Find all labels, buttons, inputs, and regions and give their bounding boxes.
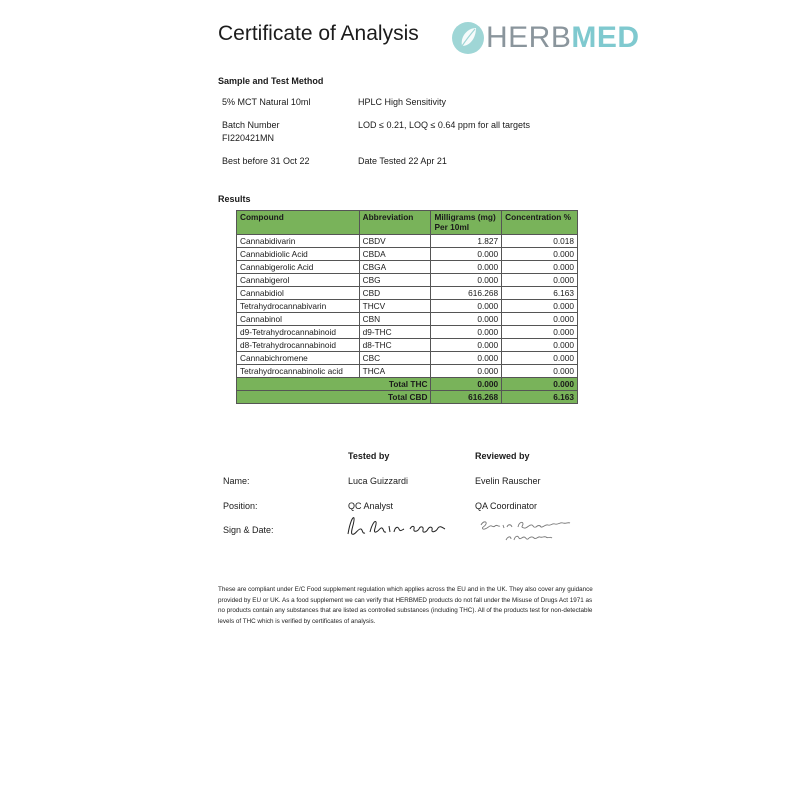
mg-cell: 0.000 bbox=[431, 274, 502, 287]
mg-cell: 1.827 bbox=[431, 235, 502, 248]
disclaimer-text: These are compliant under E/C Food supplement regulation which applies across the EU and in the UK. They also cover any guidance provided by EU or UK. As a food supplement we can verify that HERBMED products do not fall under the Misuse of Drugs Act 1971 as no products contain any substances that are listed as controlled substances (including THC). All of the products test for non-detectable levels of THC which is verified by certificates of analysis. bbox=[218, 586, 593, 625]
compound-cell: Cannabichromene bbox=[237, 352, 360, 365]
abbr-cell: THCV bbox=[359, 300, 431, 313]
results-heading: Results bbox=[218, 194, 251, 204]
total-label: Total THC bbox=[237, 378, 431, 391]
mg-cell: 0.000 bbox=[431, 313, 502, 326]
table-row bbox=[237, 287, 578, 300]
pct-cell: 6.163 bbox=[502, 391, 578, 404]
table-row bbox=[237, 365, 578, 378]
pct-cell: 0.000 bbox=[502, 326, 578, 339]
mg-cell: 0.000 bbox=[431, 365, 502, 378]
logo-text: HERBMED bbox=[486, 21, 640, 54]
pct-cell: 0.000 bbox=[502, 248, 578, 261]
mg-cell: 0.000 bbox=[431, 248, 502, 261]
tester-position: QC Analyst bbox=[348, 501, 394, 511]
table-row bbox=[237, 248, 578, 261]
pct-cell: 0.000 bbox=[502, 261, 578, 274]
batch-label: Batch Number bbox=[222, 120, 280, 130]
mg-cell: 616.268 bbox=[431, 287, 502, 300]
abbr-cell: CBN bbox=[359, 313, 431, 326]
mg-cell: 616.268 bbox=[431, 391, 502, 404]
pct-cell: 0.000 bbox=[502, 378, 578, 391]
table-row bbox=[237, 352, 578, 365]
reviewer-position: QA Coordinator bbox=[475, 501, 538, 511]
table-header-row bbox=[237, 211, 578, 235]
mg-cell: 0.000 bbox=[431, 300, 502, 313]
abbr-cell: THCA bbox=[359, 365, 431, 378]
pct-cell: 0.000 bbox=[502, 274, 578, 287]
abbr-cell: d8-THC bbox=[359, 339, 431, 352]
reviewed-by-heading: Reviewed by bbox=[475, 451, 530, 461]
leaf-icon bbox=[450, 20, 486, 56]
mg-cell: 0.000 bbox=[431, 352, 502, 365]
table-row bbox=[237, 235, 578, 248]
col-abbreviation: Abbreviation bbox=[359, 211, 431, 235]
position-label: Position: bbox=[223, 501, 258, 511]
compound-cell: Cannabinol bbox=[237, 313, 360, 326]
reviewer-name: Evelin Rauscher bbox=[475, 476, 541, 486]
abbr-cell: CBG bbox=[359, 274, 431, 287]
compound-cell: Cannabidiol bbox=[237, 287, 360, 300]
compound-cell: d9-Tetrahydrocannabinoid bbox=[237, 326, 360, 339]
date-tested: Date Tested 22 Apr 21 bbox=[358, 156, 447, 166]
mg-cell: 0.000 bbox=[431, 326, 502, 339]
pct-cell: 0.000 bbox=[502, 300, 578, 313]
page-title: Certificate of Analysis bbox=[218, 22, 419, 45]
table-row bbox=[237, 274, 578, 287]
best-before: Best before 31 Oct 22 bbox=[222, 156, 310, 166]
tested-by-heading: Tested by bbox=[348, 451, 390, 461]
sign-date-label: Sign & Date: bbox=[223, 525, 274, 535]
compound-cell: Cannabigerol bbox=[237, 274, 360, 287]
total-label: Total CBD bbox=[237, 391, 431, 404]
col-milligrams: Milligrams (mg) Per 10ml bbox=[431, 211, 502, 235]
results-table bbox=[236, 210, 578, 404]
total-cbd-row bbox=[237, 391, 578, 404]
product-name: 5% MCT Natural 10ml bbox=[222, 97, 311, 107]
name-label: Name: bbox=[223, 476, 250, 486]
table-row bbox=[237, 261, 578, 274]
col-concentration: Concentration % bbox=[502, 211, 578, 235]
table-row bbox=[237, 326, 578, 339]
abbr-cell: CBDA bbox=[359, 248, 431, 261]
table-row bbox=[237, 339, 578, 352]
compound-cell: Cannabidiolic Acid bbox=[237, 248, 360, 261]
batch-number: FI220421MN bbox=[222, 133, 275, 143]
abbr-cell: CBGA bbox=[359, 261, 431, 274]
mg-cell: 0.000 bbox=[431, 378, 502, 391]
col-compound: Compound bbox=[237, 211, 360, 235]
test-method: HPLC High Sensitivity bbox=[358, 97, 447, 107]
pct-cell: 6.163 bbox=[502, 287, 578, 300]
tester-signature bbox=[344, 512, 454, 540]
abbr-cell: d9-THC bbox=[359, 326, 431, 339]
detection-limits: LOD ≤ 0.21, LOQ ≤ 0.64 ppm for all targets bbox=[358, 120, 530, 130]
compound-cell: Cannabigerolic Acid bbox=[237, 261, 360, 274]
sample-heading: Sample and Test Method bbox=[218, 76, 324, 86]
abbr-cell: CBDV bbox=[359, 235, 431, 248]
pct-cell: 0.000 bbox=[502, 352, 578, 365]
mg-cell: 0.000 bbox=[431, 261, 502, 274]
compound-cell: Cannabidivarin bbox=[237, 235, 360, 248]
abbr-cell: CBC bbox=[359, 352, 431, 365]
table-row bbox=[237, 300, 578, 313]
pct-cell: 0.018 bbox=[502, 235, 578, 248]
pct-cell: 0.000 bbox=[502, 313, 578, 326]
pct-cell: 0.000 bbox=[502, 339, 578, 352]
company-logo bbox=[450, 18, 650, 58]
abbr-cell: CBD bbox=[359, 287, 431, 300]
reviewer-signature bbox=[478, 513, 588, 545]
table-row bbox=[237, 313, 578, 326]
pct-cell: 0.000 bbox=[502, 365, 578, 378]
tester-name: Luca Guizzardi bbox=[348, 476, 409, 486]
mg-cell: 0.000 bbox=[431, 339, 502, 352]
compound-cell: Tetrahydrocannabinolic acid bbox=[237, 365, 360, 378]
compound-cell: d8-Tetrahydrocannabinoid bbox=[237, 339, 360, 352]
compound-cell: Tetrahydrocannabivarin bbox=[237, 300, 360, 313]
total-thc-row bbox=[237, 378, 578, 391]
